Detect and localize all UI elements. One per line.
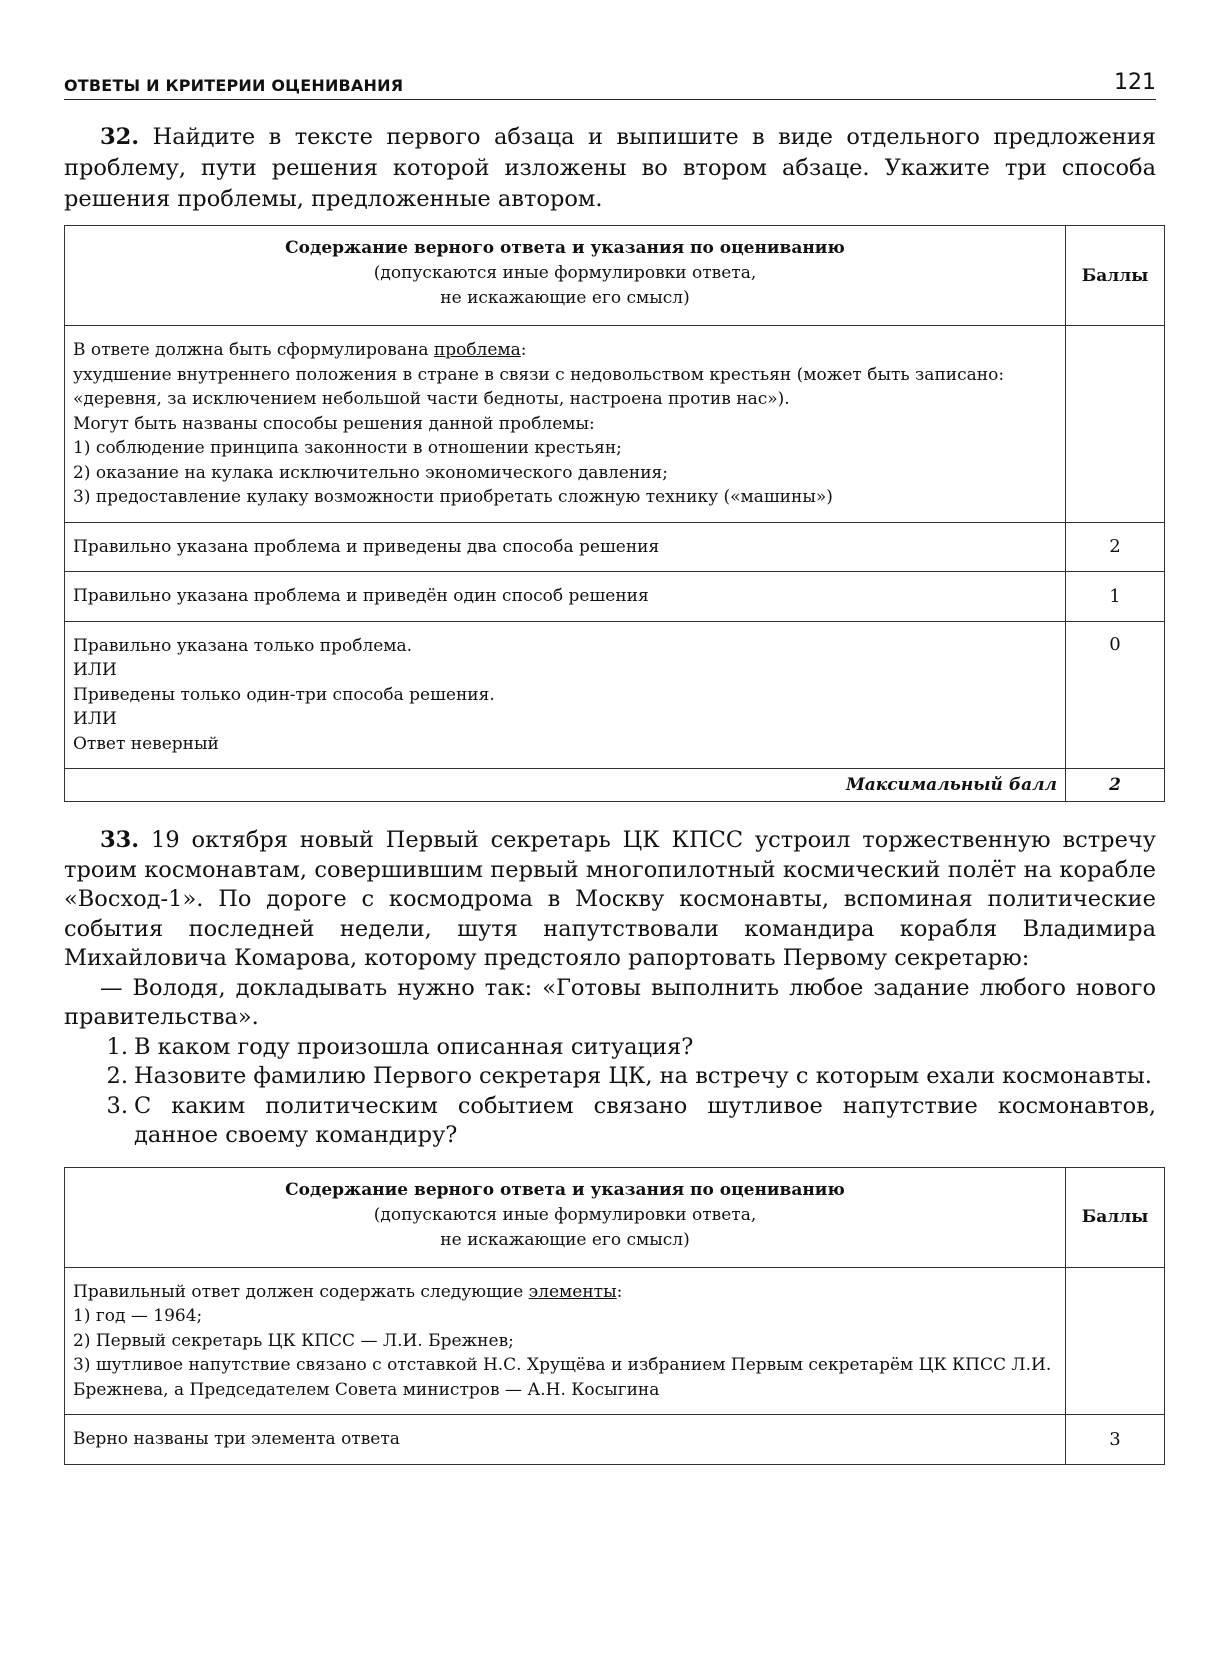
table-header-line2: (допускаются иные формулировки ответа, xyxy=(373,1204,757,1225)
max-score-value: 2 xyxy=(1066,769,1165,802)
table-header-score: Баллы xyxy=(1066,1167,1165,1267)
task-32 xyxy=(64,122,1156,215)
task-32-number: 32. xyxy=(100,124,140,150)
table-header-line3: не искажающие его смысл) xyxy=(440,1229,690,1250)
table-header-line1: Содержание верного ответа и указания по оцениванию xyxy=(285,1179,845,1200)
task-33-quote: — Володя, докладывать нужно так: «Готовы выполнить любое задание любого нового правительства». xyxy=(64,974,1156,1030)
list-item: 2. Назовите фамилию Первого секретаря ЦК, на встречу с которым ехали космонавты. xyxy=(106,1063,1152,1089)
task-33-paragraph xyxy=(64,826,1156,974)
zero-line: Правильно указана только проблема. xyxy=(73,635,413,656)
page-number: 121 xyxy=(1114,70,1156,95)
table-row xyxy=(65,522,1165,572)
answer-line: ухудшение внутреннего положения в стране в связи с недовольством крестьян (может быть записано: «деревня, за исключением небольшой части бедноты, настроена против нас»). xyxy=(73,364,1005,409)
answer-line: 1) соблюдение принципа законности в отношении крестьян; xyxy=(73,438,622,458)
answer-line: 3) шутливое напутствие связано с отставкой Н.С. Хрущёва и избранием Первым секретарём ЦК КПСС Л.И. Брежнева, а Председателем Совета министров — А.Н. Косыгина xyxy=(73,1355,1052,1400)
page-header xyxy=(64,60,1156,100)
table-header-line1: Содержание верного ответа и указания по оцениванию xyxy=(285,238,845,258)
table-header-line2: (допускаются иные формулировки ответа, xyxy=(373,263,757,283)
criterion-score: 3 xyxy=(1066,1415,1165,1465)
table-header-row xyxy=(65,226,1165,326)
table-header-score: Баллы xyxy=(1066,226,1165,326)
table-header-row xyxy=(65,1167,1165,1267)
answer-line: 3) предоставление кулаку возможности приобретать сложную технику («машины») xyxy=(73,487,833,507)
task-33-questions xyxy=(64,1033,1156,1151)
list-item: 1. В каком году произошла описанная ситуация? xyxy=(106,1033,694,1060)
answer-intro-term: элементы xyxy=(528,1281,617,1302)
answer-line: 2) оказание на кулака исключительно экономического давления; xyxy=(73,462,668,483)
answer-score-empty xyxy=(1066,326,1165,523)
criterion-score: 2 xyxy=(1066,522,1165,572)
answer-content xyxy=(65,1267,1066,1415)
zero-line: Приведены только один-три способа решения. xyxy=(73,684,495,705)
max-score-row xyxy=(65,769,1165,802)
task-33-text: 19 октября новый Первый секретарь ЦК КПСС устроил торжественную встречу троим космонавтам, совершившим первый многопилотный космический полёт на корабле «Восход-1». По дороге с космодрома в Москву космонавты, вспоминая политические события последней недели, шутя напутствовали командира корабля Владимира Михайловича Комарова, которому предстояло рапортовать Первому секретарю: xyxy=(64,827,1156,971)
zero-line: ИЛИ xyxy=(73,709,117,729)
task-33-number: 33. xyxy=(100,827,140,853)
answer-intro-term: проблема xyxy=(433,340,521,360)
answer-intro: В ответе должна быть сформулирована проблема: xyxy=(73,340,527,360)
criterion-score: 0 xyxy=(1066,621,1165,769)
table-header-content xyxy=(65,1167,1066,1267)
zero-line: ИЛИ xyxy=(73,660,117,680)
criterion-score: 1 xyxy=(1066,572,1165,622)
answer-intro: Правильный ответ должен содержать следующие элементы: xyxy=(73,1281,623,1302)
task-32-text: Найдите в тексте первого абзаца и выпишите в виде отдельного предложения проблему, пути решения которой изложены во втором абзаце. Укажите три способа решения проблемы, предложенные автором. xyxy=(64,124,1156,212)
table-row xyxy=(65,621,1165,769)
answer-row xyxy=(65,326,1165,523)
answer-content xyxy=(65,326,1066,523)
list-item: 3. С каким политическим событием связано шутливое напутствие космонавтов, данное своему командиру? xyxy=(106,1092,1156,1148)
criterion-text: Правильно указана проблема и приведены два способа решения xyxy=(65,522,1066,572)
zero-line: Ответ неверный xyxy=(73,733,219,754)
criterion-text: Верно названы три элемента ответа xyxy=(65,1415,1066,1465)
answer-line: 2) Первый секретарь ЦК КПСС — Л.И. Брежнев; xyxy=(73,1330,514,1351)
document-page xyxy=(64,60,1156,1465)
criterion-zero-text xyxy=(65,621,1066,769)
table-header-content xyxy=(65,226,1066,326)
answer-row xyxy=(65,1267,1165,1415)
table-row xyxy=(65,572,1165,622)
table-header-line3: не искажающие его смысл) xyxy=(440,288,690,308)
criterion-text: Правильно указана проблема и приведён один способ решения xyxy=(65,572,1066,622)
max-score-label: Максимальный балл xyxy=(65,769,1066,802)
criteria-table-32 xyxy=(64,225,1165,802)
answer-score-empty xyxy=(1066,1267,1165,1415)
answer-line: 1) год — 1964; xyxy=(73,1306,203,1326)
header-title: ОТВЕТЫ И КРИТЕРИИ ОЦЕНИВАНИЯ xyxy=(64,76,404,95)
table-row xyxy=(65,1415,1165,1465)
criteria-table-33 xyxy=(64,1167,1165,1465)
answer-line: Могут быть названы способы решения данной проблемы: xyxy=(73,413,595,434)
task-33 xyxy=(64,826,1156,1033)
